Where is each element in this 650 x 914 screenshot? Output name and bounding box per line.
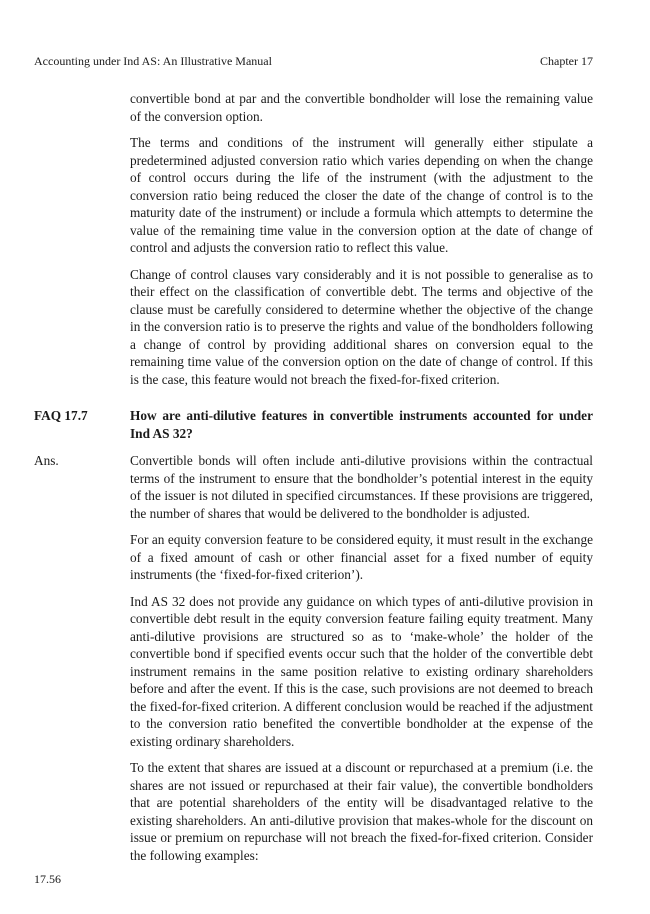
answer-label: Ans. — [34, 453, 59, 468]
chapter-label: Chapter 17 — [540, 54, 593, 68]
running-title: Accounting under Ind AS: An Illustrative Manual — [34, 54, 272, 68]
page-header — [34, 54, 593, 68]
answer-paragraph: Convertible bonds will often include anti-dilutive provisions within the contractual terms of the instrument to ensure that the bondholder’s potential interest in the equity of the issuer is not diluted in specified circumstances. If these provisions are triggered, the number of shares that would be delivered to the bondholder is adjusted. — [130, 453, 593, 521]
answer-body — [130, 452, 593, 873]
intro-section — [130, 90, 593, 388]
faq-question: How are anti-dilutive features in convertible instruments accounted for under Ind AS 32? — [130, 408, 593, 441]
answer-section — [34, 452, 593, 873]
answer-paragraph: To the extent that shares are issued at a discount or repurchased at a premium (i.e. the shares are not issued or repurchased at their fair value), the convertible bondholders that are potential shareholders of the entity will be disadvantaged relative to the existing shareholders. An anti-dilutive provision that makes-whole for the discount on issue or premium on repurchase will not breach the fixed-for-fixed criterion. Consider the following examples: — [130, 760, 593, 863]
intro-paragraph: convertible bond at par and the convertible bondholder will lose the remaining value of the conversion option. — [130, 91, 593, 124]
intro-paragraph: The terms and conditions of the instrument will generally either stipulate a predetermined adjusted conversion ratio which varies depending on when the change of control occurs during the life of the instrument (with the adjustment to the conversion ratio being reduced the closer the date of the change of control is to the maturity date of the instrument) or include a formula which attempts to determine the value of the remaining time value in the conversion option at the date of change of control and adjusts the conversion ratio to reflect this value. — [130, 135, 593, 255]
answer-paragraph: For an equity conversion feature to be considered equity, it must result in the exchange of a fixed amount of cash or other financial asset for a fixed number of equity instruments (the ‘fixed-for-fixed criterion’). — [130, 532, 593, 582]
page-footer — [34, 872, 61, 887]
faq-number: FAQ 17.7 — [34, 408, 88, 423]
answer-paragraph: Ind AS 32 does not provide any guidance on which types of anti-dilutive provision in convertible debt result in the equity conversion feature failing equity treatment. Many anti-dilutive provisions are structured so as to ‘make-whole’ the holder of the convertible bond if specified events occur such that the holder of the convertible debt instrument remains in the same position relative to existing ordinary shareholders before and after the event. If this is the case, such provisions are not deemed to breach the fixed-for-fixed criterion. A different conclusion would be reached if the adjustment to the conversion ratio benefited the convertible bondholder at the expense of the existing ordinary shareholders. — [130, 593, 593, 749]
page-body — [34, 90, 593, 873]
page-number: 17.56 — [34, 872, 61, 886]
intro-paragraph: Change of control clauses vary considerably and it is not possible to generalise as to their effect on the classification of convertible debt. The terms and objective of the clause must be carefully considered to determine whether the objective of the change in the conversion ratio is to preserve the rights and value of the bondholders following a change of control by providing additional shares on conversion equal to the remaining time value of the conversion option on the date of change of control. If this is the case, this feature would not breach the fixed-for-fixed criterion. — [130, 266, 593, 387]
faq-heading — [34, 407, 593, 442]
